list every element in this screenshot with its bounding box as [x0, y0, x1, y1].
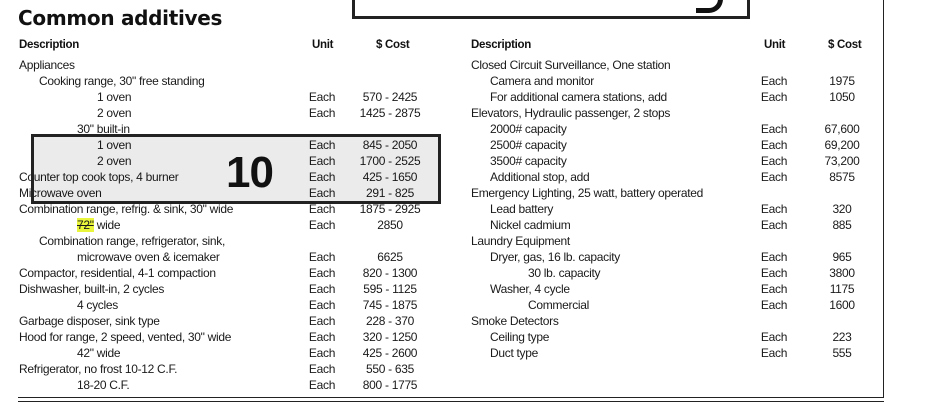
row-description: Compactor, residential, 4-1 compaction	[19, 266, 216, 280]
row-description: 42" wide	[77, 346, 121, 360]
row-unit: Each	[308, 186, 336, 200]
row-cost: 1600	[829, 298, 855, 312]
row-description: Smoke Detectors	[471, 314, 559, 328]
table-row	[471, 346, 911, 362]
left-header-unit: Unit	[312, 39, 334, 51]
row-description: 30" built-in	[77, 122, 130, 136]
table-row	[471, 58, 911, 74]
table-row	[471, 186, 911, 202]
overlay-number: 10	[226, 148, 273, 197]
row-cost: 2850	[377, 218, 403, 232]
right-header-cost: $ Cost	[828, 39, 862, 51]
row-description: Duct type	[490, 346, 538, 360]
row-unit: Each	[760, 90, 788, 104]
row-description: 2 oven	[97, 106, 132, 120]
row-unit: Each	[308, 378, 336, 392]
table-row	[471, 298, 911, 314]
left-header-cost: $ Cost	[376, 39, 410, 51]
table-row	[19, 250, 459, 266]
row-cost: 1425 - 2875	[359, 106, 421, 120]
table-row	[471, 154, 911, 170]
row-unit: Each	[308, 346, 336, 360]
row-description: 30 lb. capacity	[528, 266, 601, 280]
row-unit: Each	[760, 154, 788, 168]
table-row	[471, 138, 911, 154]
row-description: microwave oven & icemaker	[77, 250, 220, 264]
row-description: Lead battery	[490, 202, 554, 216]
row-unit: Each	[308, 250, 336, 264]
row-cost: 8575	[829, 170, 855, 184]
row-unit: Each	[308, 314, 336, 328]
row-unit: Each	[308, 170, 336, 184]
table-row	[19, 314, 459, 330]
row-unit: Each	[308, 90, 336, 104]
table-row	[471, 250, 911, 266]
row-unit: Each	[760, 330, 788, 344]
table-row	[471, 218, 911, 234]
table-row	[471, 74, 911, 90]
table-row	[19, 58, 459, 74]
table-row	[471, 330, 911, 346]
table-row	[471, 122, 911, 138]
row-unit: Each	[308, 330, 336, 344]
table-row	[19, 234, 459, 250]
row-unit: Each	[308, 362, 336, 376]
row-description: Cooking range, 30" free standing	[39, 74, 205, 88]
table-row	[19, 362, 459, 378]
row-description-text: wide	[96, 218, 121, 232]
row-unit: Each	[760, 74, 788, 88]
table-row	[471, 314, 911, 330]
highlighted-text: 72"	[77, 218, 94, 232]
row-cost: 3800	[829, 266, 855, 280]
row-cost: 228 - 370	[365, 314, 415, 328]
row-description: For additional camera stations, add	[490, 90, 667, 104]
row-cost: 223	[832, 330, 852, 344]
row-cost: 1700 - 2525	[359, 154, 421, 168]
row-description: 2 oven	[97, 154, 132, 168]
row-description: Washer, 4 cycle	[490, 282, 570, 296]
table-row	[19, 90, 459, 106]
row-cost: 425 - 2600	[362, 346, 418, 360]
row-cost: 291 - 825	[365, 186, 415, 200]
row-cost: 885	[832, 218, 852, 232]
row-cost: 1975	[829, 74, 855, 88]
row-description: Dishwasher, built-in, 2 cycles	[19, 282, 165, 296]
right-header-description: Description	[471, 39, 531, 51]
row-unit: Each	[760, 218, 788, 232]
row-cost: 67,600	[824, 122, 860, 136]
table-row	[471, 266, 911, 282]
row-description: Laundry Equipment	[471, 234, 570, 248]
row-unit: Each	[760, 282, 788, 296]
row-description: 4 cycles	[77, 298, 118, 312]
row-cost: 425 - 1650	[362, 170, 418, 184]
row-description: 1 oven	[97, 138, 132, 152]
top-cropped-box	[352, 0, 750, 19]
bottom-rule-1	[18, 397, 884, 398]
row-cost: 555	[832, 346, 852, 360]
row-cost: 73,200	[824, 154, 860, 168]
row-description: Refrigerator, no frost 10-12 C.F.	[19, 362, 178, 376]
row-cost: 745 - 1875	[362, 298, 418, 312]
row-cost: 320 - 1250	[362, 330, 418, 344]
row-description: 1 oven	[97, 90, 132, 104]
row-unit: Each	[308, 154, 336, 168]
table-row	[19, 282, 459, 298]
table-row	[19, 266, 459, 282]
row-unit: Each	[308, 298, 336, 312]
row-cost: 320	[832, 202, 852, 216]
row-description: Commercial	[528, 298, 590, 312]
table-row	[19, 378, 459, 394]
row-unit: Each	[760, 202, 788, 216]
row-cost: 1050	[829, 90, 855, 104]
row-description: 2000# capacity	[490, 122, 567, 136]
table-row	[471, 234, 911, 250]
table-row	[471, 202, 911, 218]
row-cost: 1875 - 2925	[359, 202, 421, 216]
row-unit: Each	[760, 298, 788, 312]
table-row	[19, 106, 459, 122]
row-description: Elevators, Hydraulic passenger, 2 stops	[471, 106, 671, 120]
row-cost: 69,200	[824, 138, 860, 152]
table-row	[471, 282, 911, 298]
row-cost: 965	[832, 250, 852, 264]
row-cost: 6625	[377, 250, 403, 264]
row-description: Ceiling type	[490, 330, 550, 344]
row-cost: 1175	[829, 282, 855, 296]
row-unit: Each	[760, 122, 788, 136]
row-unit: Each	[308, 218, 336, 232]
row-unit: Each	[760, 266, 788, 280]
row-cost: 550 - 635	[365, 362, 415, 376]
table-row	[19, 74, 459, 90]
row-description: Garbage disposer, sink type	[19, 314, 160, 328]
row-description: 18-20 C.F.	[77, 378, 130, 392]
page-title: Common additives	[18, 6, 223, 30]
cropped-glyph	[696, 0, 723, 13]
table-row	[471, 90, 911, 106]
row-description: Closed Circuit Surveillance, One station	[471, 58, 671, 72]
row-description: Combination range, refrig. & sink, 30" wide	[19, 202, 234, 216]
row-unit: Each	[308, 106, 336, 120]
table-row	[19, 346, 459, 362]
table-row	[19, 298, 459, 314]
table-row	[471, 106, 911, 122]
row-description: Microwave oven	[19, 186, 102, 200]
table-row	[19, 218, 459, 234]
row-description: Hood for range, 2 speed, vented, 30" wide	[19, 330, 232, 344]
row-unit: Each	[308, 282, 336, 296]
table-row	[471, 170, 911, 186]
row-description: 3500# capacity	[490, 154, 567, 168]
row-description: Combination range, refrigerator, sink,	[39, 234, 226, 248]
row-unit: Each	[308, 202, 336, 216]
row-unit: Each	[760, 170, 788, 184]
table-row	[19, 202, 459, 218]
row-cost: 595 - 1125	[363, 282, 417, 296]
row-cost: 820 - 1300	[362, 266, 418, 280]
row-description: Emergency Lighting, 25 watt, battery operated	[471, 186, 703, 200]
row-description: Dryer, gas, 16 lb. capacity	[490, 250, 620, 264]
row-description: Camera and monitor	[490, 74, 594, 88]
table-row	[19, 330, 459, 346]
row-description: Nickel cadmium	[490, 218, 571, 232]
right-header-unit: Unit	[764, 39, 786, 51]
row-unit: Each	[308, 138, 336, 152]
row-description: Additional stop, add	[490, 170, 590, 184]
bottom-rule-2	[18, 401, 884, 402]
row-description	[77, 218, 120, 232]
row-unit: Each	[760, 138, 788, 152]
row-cost: 570 - 2425	[362, 90, 418, 104]
row-description: Counter top cook tops, 4 burner	[19, 170, 179, 184]
row-unit: Each	[760, 250, 788, 264]
row-cost: 800 - 1775	[362, 378, 418, 392]
row-unit: Each	[760, 346, 788, 360]
row-cost: 845 - 2050	[362, 138, 418, 152]
row-description: 2500# capacity	[490, 138, 567, 152]
left-header-description: Description	[19, 39, 79, 51]
row-unit: Each	[308, 266, 336, 280]
row-description: Appliances	[19, 58, 75, 72]
